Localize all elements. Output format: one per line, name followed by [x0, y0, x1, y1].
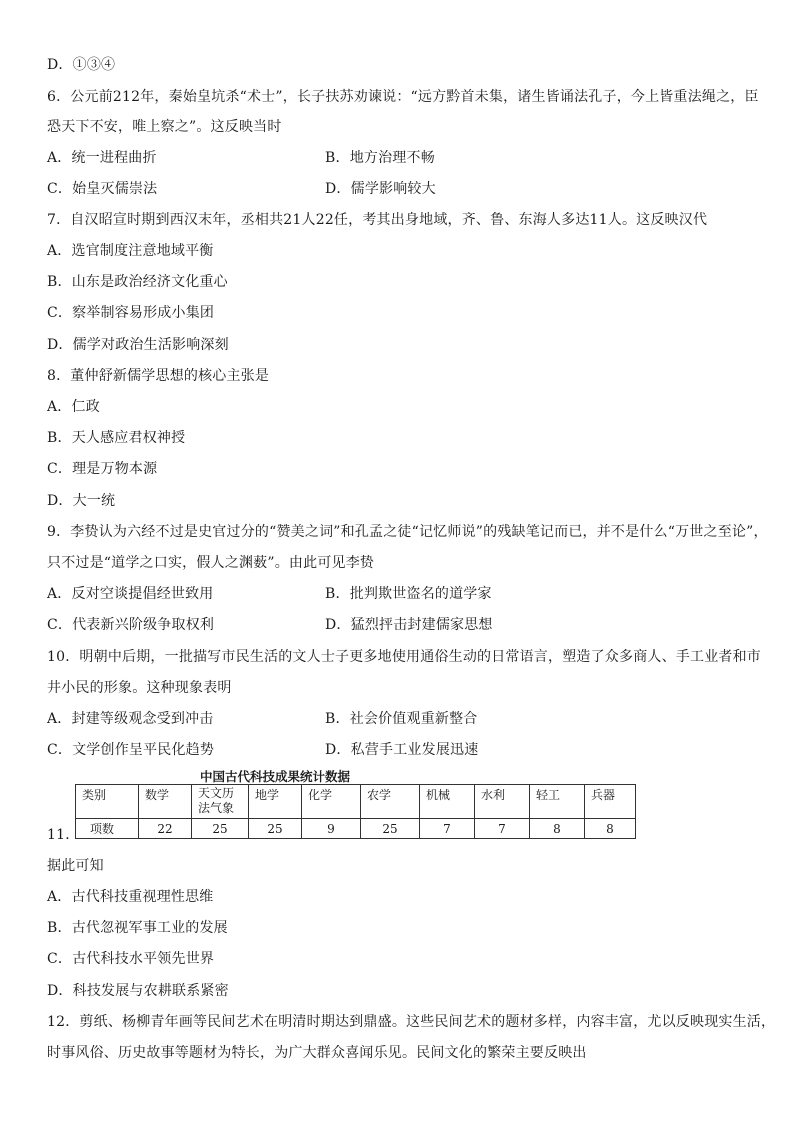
q7-option-c: C．察举制容易形成小集团 [47, 305, 215, 321]
stats-table-category: 机械 [420, 785, 475, 819]
q6-option-c: C．始皇灭儒崇法 [47, 181, 158, 197]
q11-stem: 据此可知 [47, 858, 104, 874]
q11-option-b: B．古代忽视军事工业的发展 [47, 920, 228, 936]
stats-table-count-label: 项数 [76, 819, 139, 839]
q6-option-row1 [47, 149, 435, 167]
stats-table-category-label: 类别 [76, 785, 139, 819]
q9-option-a: A．反对空谈提倡经世致用 [47, 586, 214, 602]
stats-table-category: 兵器 [585, 785, 636, 819]
stats-table-title: 中国古代科技成果统计数据 [200, 769, 351, 784]
q11-number: 11． [47, 827, 80, 843]
stats-table-count: 22 [139, 819, 192, 839]
stats-table-category: 化学 [302, 785, 361, 819]
q5-option-d: D．①③④ [47, 57, 116, 73]
q6-stem-line1: 6．公元前212年，秦始皇坑杀“术士”，长子扶苏劝谏说：“远方黔首未集，诸生皆诵法孔子，今上皆重法绳之，臣 [47, 89, 759, 105]
stats-table-count: 25 [249, 819, 302, 839]
stats-table-count: 9 [302, 819, 361, 839]
q10-option-row2 [47, 741, 479, 759]
q10-stem-line1: 10．明朝中后期，一批描写市民生活的文人士子更多地使用通俗生动的日常语言，塑造了众多商人、手工业者和市 [47, 649, 762, 665]
stats-table-category: 水利 [475, 785, 530, 819]
q7-option-d: D．儒学对政治生活影响深刻 [47, 337, 229, 353]
stats-table-header-row [76, 785, 636, 819]
stats-table-count: 25 [361, 819, 420, 839]
q11-option-c: C．古代科技水平领先世界 [47, 951, 215, 967]
stats-table-count: 8 [585, 819, 636, 839]
q9-option-d: D．猛烈抨击封建儒家思想 [325, 617, 493, 633]
q10-stem-line2: 井小民的形象。这种现象表明 [47, 680, 232, 696]
q6-option-b: B．地方治理不畅 [325, 150, 435, 166]
stats-table-category: 农学 [361, 785, 420, 819]
stats-table-count: 8 [530, 819, 585, 839]
q7-option-b: B．山东是政治经济文化重心 [47, 274, 228, 290]
q10-option-a: A．封建等级观念受到冲击 [47, 711, 214, 727]
q6-option-d: D．儒学影响较大 [325, 181, 436, 197]
stats-table-category: 地学 [249, 785, 302, 819]
q9-option-row1 [47, 585, 492, 603]
q6-option-a: A．统一进程曲折 [47, 150, 157, 166]
q10-option-d: D．私营手工业发展迅速 [325, 742, 479, 758]
q10-option-row1 [47, 710, 478, 728]
q11-option-d: D．科技发展与农耕联系紧密 [47, 983, 229, 999]
stats-table-count-row [76, 819, 636, 839]
q6-option-row2 [47, 180, 436, 198]
q8-stem: 8．董仲舒新儒学思想的核心主张是 [47, 368, 270, 384]
q8-option-a: A．仁政 [47, 399, 100, 415]
q7-stem: 7．自汉昭宣时期到西汉末年，丞相共21人22任，考其出身地域，齐、鲁、东海人多达11人。这反映汉代 [47, 212, 708, 228]
q9-option-c: C．代表新兴阶级争取权利 [47, 617, 215, 633]
q6-stem-line2: 恐天下不安，唯上察之”。这反映当时 [47, 119, 282, 135]
stats-table [75, 784, 636, 839]
q8-option-b: B．天人感应君权神授 [47, 430, 186, 446]
q9-stem-line2: 只不过是“道学之口实，假人之渊薮”。由此可见李贽 [47, 555, 375, 571]
stats-table-category: 数学 [139, 785, 192, 819]
q8-option-d: D．大一统 [47, 493, 116, 509]
stats-table-count: 7 [420, 819, 475, 839]
q12-stem-line1: 12．剪纸、杨柳青年画等民间艺术在明清时期达到鼎盛。这些民间艺术的题材多样，内容丰富，尤以反映现实生活， [47, 1014, 776, 1030]
q9-stem-line1: 9．李贽认为六经不过是史官过分的“赞美之词”和孔孟之徒“记忆师说”的残缺笔记而已，并不是什么“万世之至论”， [47, 524, 768, 540]
q10-option-b: B．社会价值观重新整合 [325, 711, 478, 727]
q9-option-row2 [47, 616, 493, 634]
q10-option-c: C．文学创作呈平民化趋势 [47, 742, 215, 758]
q11-option-a: A．古代科技重视理性思维 [47, 889, 214, 905]
stats-table-count: 25 [192, 819, 249, 839]
stats-table-count: 7 [475, 819, 530, 839]
q12-stem-line2: 时事风俗、历史故事等题材为特长，为广大群众喜闻乐见。民间文化的繁荣主要反映出 [47, 1045, 587, 1061]
q8-option-c: C．理是万物本源 [47, 461, 158, 477]
q7-option-a: A．选官制度注意地域平衡 [47, 243, 214, 259]
stats-table-category: 天文历法气象 [192, 785, 249, 819]
q9-option-b: B．批判欺世盗名的道学家 [325, 586, 492, 602]
stats-table-category: 轻工 [530, 785, 585, 819]
